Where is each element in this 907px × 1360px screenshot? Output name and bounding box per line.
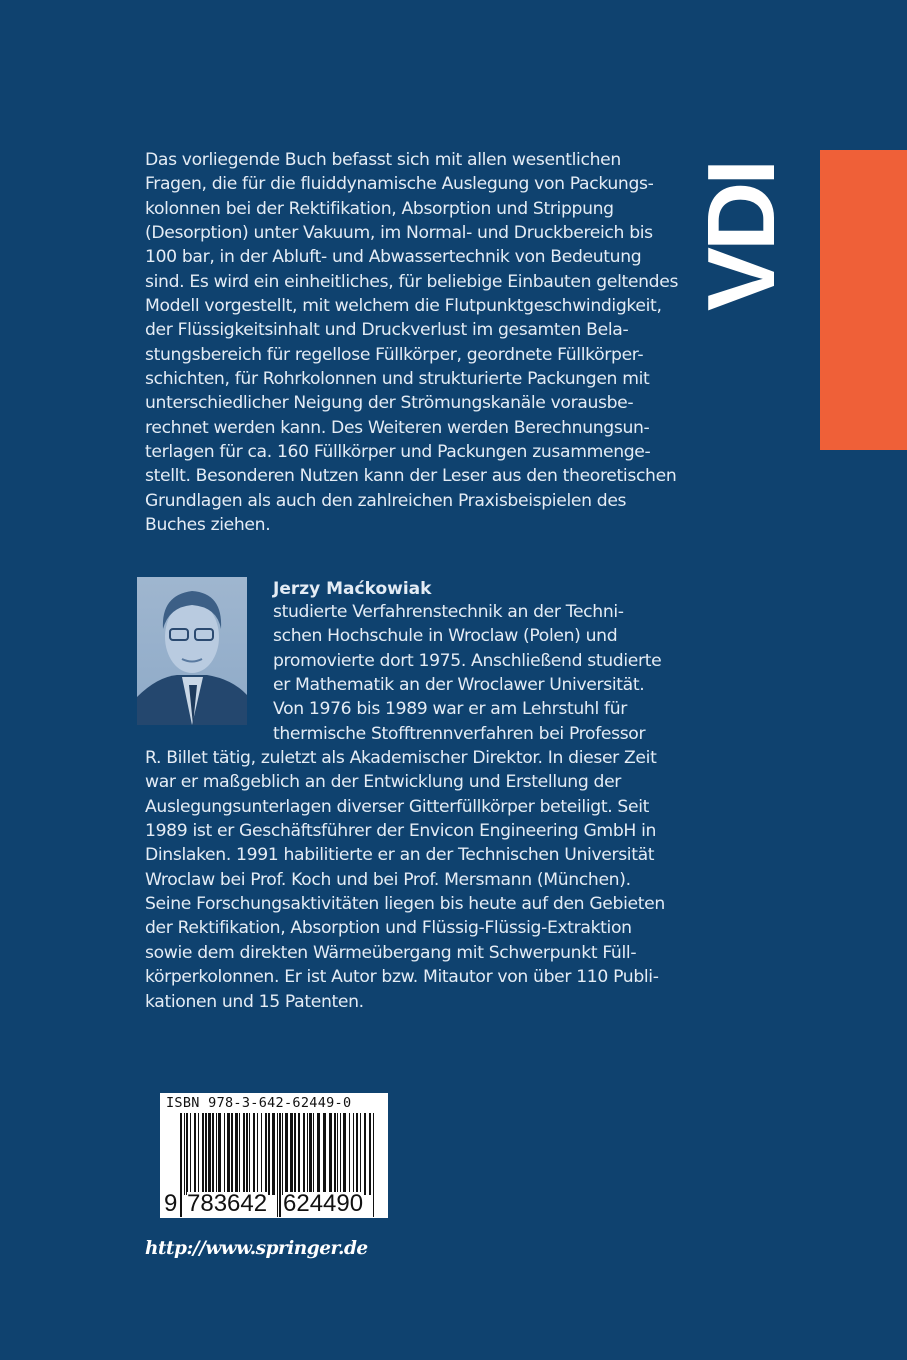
barcode-bar [212, 1113, 214, 1195]
bio-line: Dinslaken. 1991 habilitierte er an der Technischen Universität [145, 845, 655, 866]
description-line: stungsbereich für regellose Füllkörper, geordnete Füllkörper- [145, 344, 644, 365]
bio-line: thermische Stofftrennverfahren bei Professor [273, 723, 646, 744]
barcode-bar [205, 1113, 207, 1195]
bio-line: schen Hochschule in Wroclaw (Polen) und [273, 626, 618, 647]
publisher-url[interactable]: http://www.springer.de [145, 1238, 368, 1259]
barcode-bar [224, 1113, 225, 1195]
description-line: stellt. Besonderen Nutzen kann der Leser aus den theoretischen [145, 466, 677, 487]
description-line: schichten, für Rohrkolonnen und strukturierte Packungen mit [145, 369, 650, 390]
bio-line: Wroclaw bei Prof. Koch und bei Prof. Mersmann (München). [145, 869, 631, 890]
barcode-bar [186, 1113, 188, 1195]
barcode-bar [309, 1113, 312, 1195]
barcode-bar [253, 1113, 255, 1195]
isbn-label: ISBN 978-3-642-62449-0 [166, 1095, 352, 1111]
bio-line: promovierte dort 1975. Anschließend studierte [273, 650, 662, 671]
barcode-bar [294, 1113, 296, 1195]
barcode-bar [249, 1113, 250, 1195]
ean-right-digits: 624490 [283, 1190, 364, 1217]
description-line: 100 bar, in der Abluft- und Abwassertechnik von Bedeutung [145, 247, 642, 268]
barcode-bar [285, 1113, 288, 1195]
isbn-barcode [160, 1093, 388, 1218]
barcode-bar [337, 1113, 338, 1195]
barcode-bar [323, 1113, 326, 1195]
description-line: kolonnen bei der Rektifikation, Absorption und Strippung [145, 198, 614, 219]
book-description [145, 148, 679, 538]
bio-line: körperkolonnen. Er ist Autor bzw. Mitautor von über 110 Publi- [145, 967, 659, 988]
description-line: unterschiedlicher Neigung der Strömungskanäle vorausbe- [145, 393, 634, 414]
barcode-bar [349, 1113, 350, 1195]
barcode-bar [298, 1113, 300, 1195]
description-line: Das vorliegende Buch befasst sich mit allen wesentlichen [145, 150, 621, 170]
barcode-bar [268, 1113, 270, 1195]
vdi-logo-text: VDI [688, 162, 795, 312]
barcode-bar [277, 1113, 278, 1217]
barcode-bar [303, 1113, 305, 1195]
bio-line: Von 1976 bis 1989 war er am Lehrstuhl für [273, 699, 627, 720]
bio-line: Auslegungsunterlagen diverser Gitterfüllkörper beteiligt. Seit [145, 796, 650, 817]
ean-left-digits: 783642 [187, 1190, 268, 1217]
barcode-bar [243, 1113, 245, 1195]
description-line: Buches ziehen. [145, 515, 271, 536]
bio-line: 1989 ist er Geschäftsführer der Envicon Engineering GmbH in [145, 821, 657, 842]
description-line: sind. Es wird ein einheitliches, für beliebige Einbauten geltendes [145, 271, 679, 292]
description-line: der Flüssigkeitsinhalt und Druckverlust im gesamten Bela- [145, 320, 629, 341]
barcode-bar [340, 1113, 341, 1195]
barcode-bar [184, 1113, 185, 1195]
barcode-bar [279, 1113, 281, 1217]
bio-line: R. Billet tätig, zuletzt als Akademischer Direktor. In dieser Zeit [145, 748, 657, 769]
vdi-logo [688, 152, 795, 322]
barcode-bar [194, 1113, 196, 1195]
bio-line: studierte Verfahrenstechnik an der Techni- [273, 602, 624, 622]
barcode-bar [208, 1113, 211, 1195]
barcode-bar [261, 1113, 262, 1195]
bio-line: er Mathematik an der Wroclawer Universität. [273, 675, 645, 696]
barcode-bar [216, 1113, 217, 1195]
barcode-bar [313, 1113, 314, 1195]
barcode-bar [235, 1113, 238, 1195]
author-bio [145, 600, 675, 1014]
barcode-bar [290, 1113, 293, 1195]
barcode-bar [329, 1113, 332, 1195]
barcode-bar [353, 1113, 354, 1195]
description-line: Modell vorgestellt, mit welchem die Flutpunktgeschwindigkeit, [145, 296, 662, 317]
barcode-bar [180, 1113, 182, 1217]
barcode-bar [369, 1113, 371, 1195]
barcode-bar [373, 1113, 374, 1217]
bio-line: war er maßgeblich an der Entwicklung und Erstellung der [145, 772, 622, 793]
barcode-bar [257, 1113, 258, 1195]
description-line: rechnet werden kann. Des Weiteren werden Berechnungsun- [145, 417, 650, 438]
description-line: terlagen für ca. 160 Füllkörper und Packungen zusammenge- [145, 442, 651, 463]
author-name: Jerzy Maćkowiak [273, 579, 432, 599]
barcode-bar [307, 1113, 308, 1195]
bio-line: der Rektifikation, Absorption und Flüssig-Flüssig-Extraktion [145, 918, 632, 939]
barcode-bar [227, 1113, 230, 1195]
barcode-bar [343, 1113, 346, 1195]
barcode-bar [239, 1113, 240, 1195]
barcode-bar [364, 1113, 366, 1195]
barcode-bar [334, 1113, 336, 1195]
barcode-bar [218, 1113, 221, 1195]
orange-accent-bar [820, 150, 907, 450]
barcode-bar [356, 1113, 358, 1195]
bio-line: sowie dem direkten Wärmeübergang mit Schwerpunkt Füll- [145, 942, 637, 963]
barcode-bar [198, 1113, 199, 1195]
bio-line: Seine Forschungsaktivitäten liegen bis heute auf den Gebieten [145, 894, 665, 915]
bio-line: kationen und 15 Patenten. [145, 991, 364, 1012]
ean-prefix: 9 [164, 1190, 178, 1217]
barcode-bar [282, 1113, 283, 1195]
barcode-bar [202, 1113, 204, 1195]
barcode-bar [272, 1113, 275, 1195]
description-line: Grundlagen als auch den zahlreichen Praxisbeispielen des [145, 490, 627, 511]
barcode-bar [265, 1113, 267, 1195]
barcode-bar [246, 1113, 248, 1195]
description-line: Fragen, die für die fluiddynamische Auslegung von Packungs- [145, 174, 654, 195]
barcode-bar [317, 1113, 320, 1195]
barcode-bar [231, 1113, 233, 1195]
barcode-bar [190, 1113, 191, 1195]
barcode-bar [360, 1113, 361, 1195]
description-line: (Desorption) unter Vakuum, im Normal- und Druckbereich bis [145, 223, 653, 244]
